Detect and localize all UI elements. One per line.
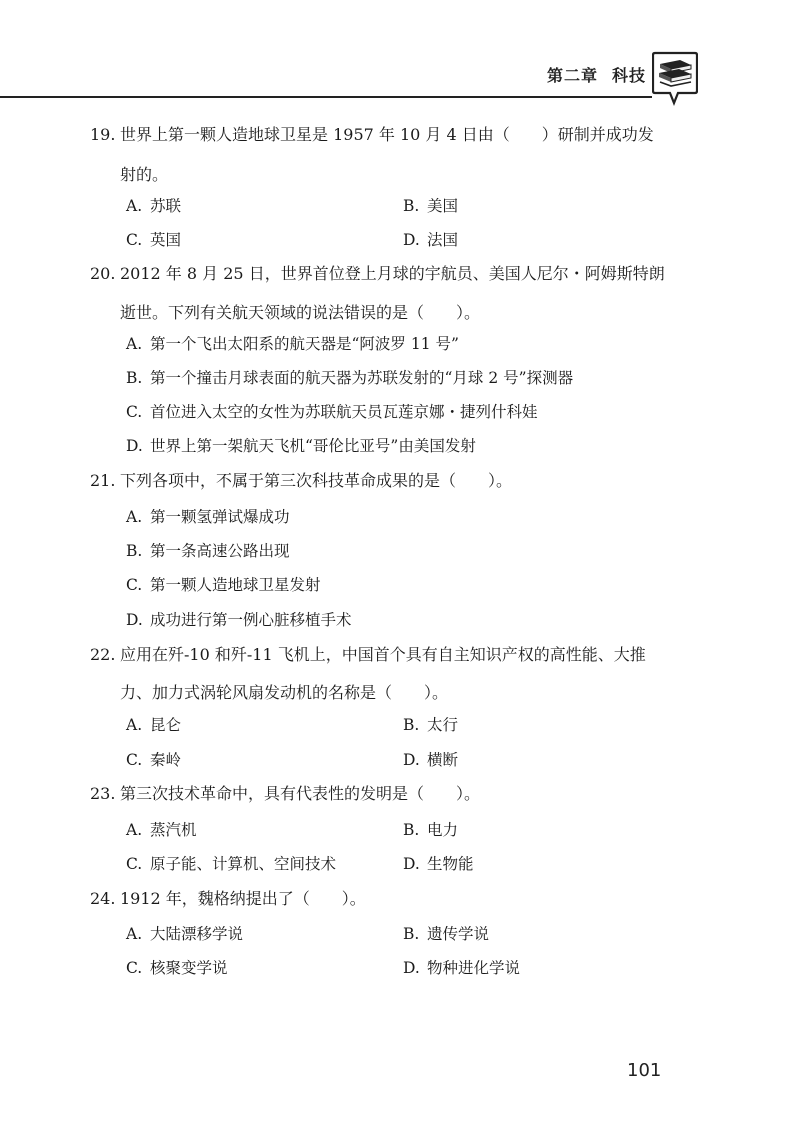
option-b[interactable]: B. 电力 <box>403 821 459 839</box>
option-d[interactable]: D. 世界上第一架航天飞机“哥伦比亚号”由美国发射 <box>126 437 476 455</box>
option-c[interactable]: C. 第一颗人造地球卫星发射 <box>126 576 321 594</box>
option-c[interactable]: C. 原子能、计算机、空间技术 <box>126 855 337 873</box>
section-label: 科技 <box>611 66 646 85</box>
chapter-label: 第二章 <box>546 66 598 85</box>
question-text-cont: 射的。 <box>120 165 169 184</box>
option-a[interactable]: A. 蒸汽机 <box>126 821 197 839</box>
chapter-heading <box>547 63 646 86</box>
question-number: 23. <box>90 784 116 803</box>
option-a[interactable]: A. 第一个飞出太阳系的航天器是“阿波罗 11 号” <box>126 335 459 353</box>
option-b[interactable]: B. 第一条高速公路出现 <box>126 542 290 560</box>
option-d[interactable]: D. 生物能 <box>403 855 474 873</box>
option-a[interactable]: A. 大陆漂移学说 <box>126 925 244 943</box>
option-b[interactable]: B. 美国 <box>403 197 459 215</box>
option-c[interactable]: C. 首位进入太空的女性为苏联航天员瓦莲京娜・捷列什科娃 <box>126 403 538 421</box>
question-text: 世界上第一颗人造地球卫星是 1957 年 10 月 4 日由（ ）研制并成功发 <box>120 125 654 144</box>
option-c[interactable]: C. 核聚变学说 <box>126 959 228 977</box>
question-text: 下列各项中，不属于第三次科技革命成果的是（ ）。 <box>120 471 513 490</box>
question-number: 20. <box>90 264 116 283</box>
option-d[interactable]: D. 物种进化学说 <box>403 959 521 977</box>
question-text: 应用在歼-10 和歼-11 飞机上，中国首个具有自主知识产权的高性能、大推 <box>120 645 646 664</box>
question-text-cont: 逝世。下列有关航天领域的说法错误的是（ ）。 <box>120 303 481 322</box>
page-header <box>0 0 800 110</box>
question-text: 2012 年 8 月 25 日，世界首位登上月球的宇航员、美国人尼尔・阿姆斯特朗 <box>120 264 665 283</box>
question-number: 24. <box>90 889 116 908</box>
question-text-cont: 力、加力式涡轮风扇发动机的名称是（ ）。 <box>120 683 449 702</box>
question-text: 第三次技术革命中，具有代表性的发明是（ ）。 <box>120 784 481 803</box>
option-b[interactable]: B. 太行 <box>403 716 459 734</box>
option-a[interactable]: A. 第一颗氢弹试爆成功 <box>126 508 290 526</box>
option-b[interactable]: B. 遗传学说 <box>403 925 490 943</box>
question-number: 19. <box>90 125 116 144</box>
option-c[interactable]: C. 秦岭 <box>126 751 182 769</box>
option-d[interactable]: D. 横断 <box>403 751 459 769</box>
question-number: 22. <box>90 645 116 664</box>
option-b[interactable]: B. 第一个撞击月球表面的航天器为苏联发射的“月球 2 号”探测器 <box>126 369 574 387</box>
header-divider <box>0 96 652 98</box>
question-number: 21. <box>90 471 116 490</box>
option-c[interactable]: C. 英国 <box>126 231 182 249</box>
page-number: 101 <box>627 1060 662 1081</box>
question-text: 1912 年，魏格纳提出了（ ）。 <box>120 889 366 908</box>
option-d[interactable]: D. 成功进行第一例心脏移植手术 <box>126 611 352 629</box>
option-a[interactable]: A. 苏联 <box>126 197 182 215</box>
option-d[interactable]: D. 法国 <box>403 231 459 249</box>
book-stack-icon <box>652 50 698 106</box>
option-a[interactable]: A. 昆仑 <box>126 716 182 734</box>
